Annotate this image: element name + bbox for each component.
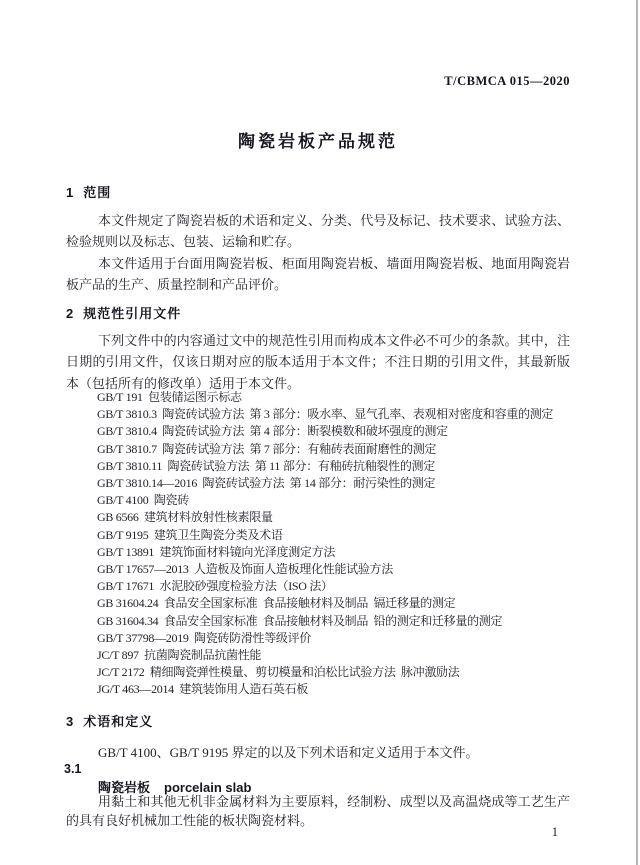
reference-item: GB/T 3810.11 陶瓷砖试验方法 第 11 部分：有釉砖抗釉裂性的测定	[97, 458, 435, 473]
section-1-title: 范围	[83, 185, 112, 200]
page-number: 1	[551, 825, 558, 839]
reference-item: GB/T 3810.7 陶瓷砖试验方法 第 7 部分：有釉砖表面耐磨性的测定	[97, 441, 437, 456]
section-3-number: 3	[66, 714, 74, 729]
reference-item: GB/T 3810.3 陶瓷砖试验方法 第 3 部分：吸水率、显气孔率、表观相对密度和容重的测定	[97, 407, 554, 422]
reference-item: GB/T 17671 水泥胶砂强度检验方法（ISO 法）	[97, 579, 333, 594]
term-number: 3.1	[64, 762, 82, 776]
section-3-heading	[66, 711, 153, 730]
reference-item: JC/T 897 抗菌陶瓷制品抗菌性能	[97, 648, 262, 663]
reference-item: GB 31604.34 食品安全国家标准 食品接触材料及制品 铅的测定和迁移量的测定	[97, 613, 503, 628]
reference-item: JG/T 463—2014 建筑装饰用人造石英石板	[97, 682, 308, 697]
section-2-intro: 下列文件中的内容通过文中的规范性引用而构成本文件必不可少的条款。其中，注日期的引用文件，仅该日期对应的版本适用于本文件；不注日期的引用文件，其最新版本（包括所有的修改单）适用于本文件。	[66, 333, 570, 391]
scan-edge-line	[636, 0, 638, 865]
section-1-heading	[66, 182, 111, 201]
references-list	[97, 389, 573, 699]
reference-item: JC/T 2172 精细陶瓷弹性模量、剪切模量和泊松比试验方法 脉冲激励法	[97, 665, 460, 680]
section-1-paragraph: 本文件适用于台面用陶瓷岩板、柜面用陶瓷岩板、墙面用陶瓷岩板、地面用陶瓷岩板产品的生产、质量控制和产品评价。	[66, 256, 570, 293]
section-2-heading	[66, 303, 181, 322]
term-name-zh: 陶瓷岩板	[98, 780, 151, 795]
reference-item: GB/T 9195 建筑卫生陶瓷分类及术语	[97, 527, 283, 542]
reference-item: GB/T 4100 陶瓷砖	[97, 493, 189, 508]
reference-item: GB 31604.24 食品安全国家标准 食品接触材料及制品 镉迁移量的测定	[97, 596, 456, 611]
term-definition: 用黏土和其他无机非金属材料为主要原料，经制粉、成型以及高温烧成等工艺生产的具有良好机械加工性能的板状陶瓷材料。	[66, 794, 570, 828]
reference-item: GB/T 3810.14—2016 陶瓷砖试验方法 第 14 部分：耐污染性的测定	[97, 476, 436, 491]
section-1-paragraph: 本文件规定了陶瓷岩板的术语和定义、分类、代号及标记、技术要求、试验方法、检验规则以及标志、包装、运输和贮存。	[66, 213, 570, 250]
section-1-number: 1	[66, 185, 74, 200]
section-3-intro: GB/T 4100、GB/T 9195 界定的以及下列术语和定义适用于本文件。	[98, 745, 479, 760]
section-2-title: 规范性引用文件	[83, 306, 182, 321]
section-2-number: 2	[66, 306, 74, 321]
reference-item: GB/T 191 包装储运图示标志	[97, 390, 242, 404]
reference-item: GB/T 13891 建筑饰面材料镜向光泽度测定方法	[97, 544, 336, 559]
reference-item: GB 6566 建筑材料放射性核素限量	[97, 510, 273, 525]
term-name-en: porcelain slab	[164, 780, 252, 795]
reference-item: GB/T 37798—2019 陶瓷砖防滑性等级评价	[97, 630, 312, 645]
document-title: 陶瓷岩板产品规范	[238, 132, 398, 151]
reference-item: GB/T 3810.4 陶瓷砖试验方法 第 4 部分：断裂模数和破坏强度的测定	[97, 424, 448, 439]
standard-number: T/CBMCA 015—2020	[444, 74, 570, 88]
section-3-title: 术语和定义	[83, 714, 154, 729]
reference-item: GB/T 17657—2013 人造板及饰面人造板理化性能试验方法	[97, 562, 393, 577]
